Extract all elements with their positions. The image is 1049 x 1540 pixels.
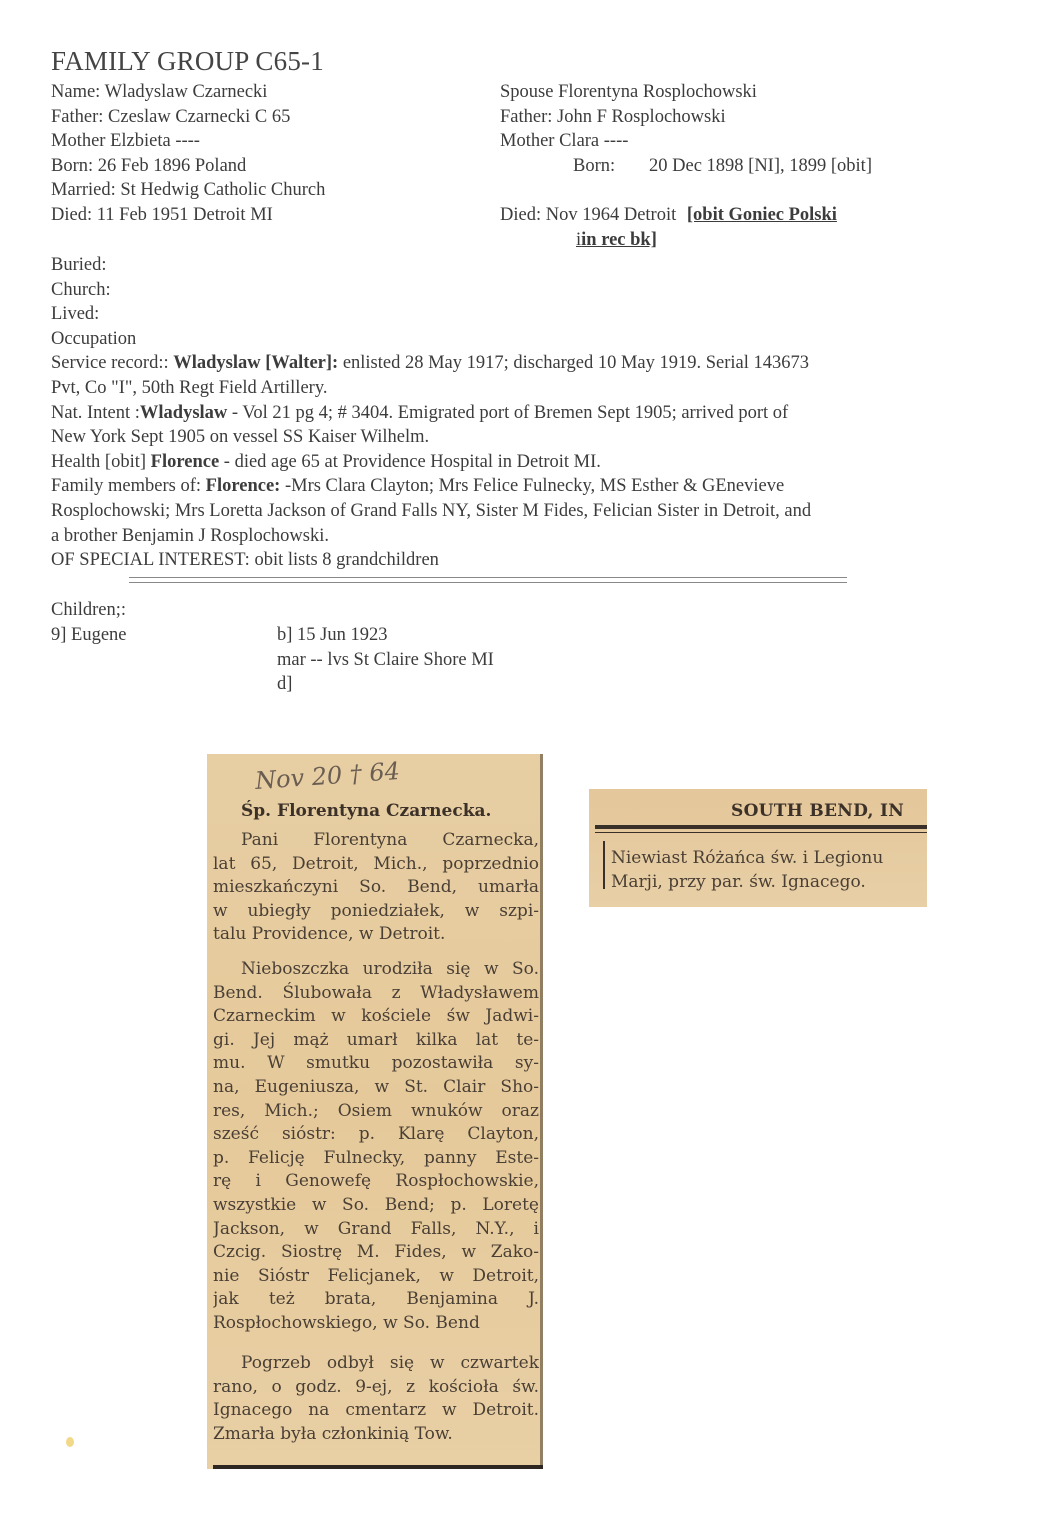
obituary-line: Pogrzeb odbył się w czwartek	[241, 1353, 539, 1373]
lived-label: Lived:	[51, 304, 100, 325]
obituary-line: mieszkańczyni So. Bend, umarła	[213, 877, 539, 898]
obituary-line: sześć sióstr: p. Klarę Clayton,	[213, 1124, 539, 1145]
paper-stain	[66, 1437, 74, 1447]
spouse-mother: Mother Clara ----	[500, 131, 629, 152]
spouse-father: Father: John F Rosplochowski	[500, 106, 726, 127]
header-rule	[595, 825, 927, 829]
fragment-line-2: Marji, przy par. św. Ignacego.	[611, 872, 866, 892]
child-details	[277, 623, 494, 697]
husband-father: Father: Czeslaw Czarnecki C 65	[51, 106, 291, 127]
rec-bk-link[interactable]: in rec bk]	[581, 229, 657, 250]
child-born: b] 15 Jun 1923	[277, 625, 388, 645]
obituary-heading: Śp. Florentyna Czarnecka.	[241, 801, 492, 821]
obituary-line: Bend. Ślubowała z Władysławem	[213, 982, 539, 1003]
spouse-died-text: Died: Nov 1964 Detroit	[500, 204, 677, 225]
obituary-line: nie Sióstr Felicjanek, w Detroit,	[213, 1265, 539, 1286]
obituary-line: gi. Jej mąż umarł kilka lat te-	[213, 1029, 539, 1050]
obituary-line: Ignacego na cmentarz w Detroit.	[213, 1400, 539, 1421]
husband-info	[51, 80, 325, 228]
obituary-line: Jackson, w Grand Falls, N.Y., i	[213, 1218, 539, 1239]
husband-mother: Mother Elzbieta ----	[51, 131, 200, 152]
obituary-paragraph-1	[213, 829, 539, 947]
clipping-edge	[540, 754, 543, 1469]
church-label: Church:	[51, 279, 111, 300]
family-text: -Mrs Clara Clayton; Mrs Felice Fulnecky, MS Esther & GEnevieve	[280, 476, 785, 497]
spouse-name: Spouse Florentyna Rosplochowski	[500, 82, 757, 102]
husband-married: Married: St Hedwig Catholic Church	[51, 180, 326, 201]
service-record-cont: Pvt, Co "I", 50th Regt Field Artillery.	[51, 377, 328, 398]
spouse-died	[500, 203, 872, 228]
spouse-died-note	[500, 228, 872, 253]
family-members-cont2: a brother Benjamin J Rosplochowski.	[51, 525, 329, 546]
child-married: mar -- lvs St Claire Shore MI	[277, 649, 494, 670]
family-members-cont: Rosplochowski; Mrs Loretta Jackson of Grand Falls NY, Sister M Fides, Felician Sister in Detroit, and	[51, 500, 812, 521]
nat-intent	[51, 401, 811, 426]
fragment-line-1: Niewiast Różańca św. i Legionu	[611, 848, 884, 868]
obituary-paragraph-2	[213, 958, 539, 1336]
nat-intent-cont: New York Sept 1905 on vessel SS Kaiser Wilhelm.	[51, 427, 430, 448]
nat-name: Wladyslaw	[139, 402, 228, 423]
clipping-bottom-rule	[213, 1465, 543, 1469]
health	[51, 450, 811, 475]
children-section	[51, 598, 127, 647]
service-label: Service record::	[51, 353, 174, 374]
spouse-born-value: 20 Dec 1898 [NI], 1899 [obit]	[649, 155, 872, 176]
service-text: enlisted 28 May 1917; discharged 10 May 1919. Serial 143673	[338, 353, 810, 374]
obituary-line: rano, o godz. 9-ej, z kościoła św.	[213, 1376, 539, 1397]
children-label: Children;:	[51, 600, 127, 620]
health-label: Health [obit]	[51, 451, 151, 472]
obituary-line: mu. W smutku pozostawiła sy-	[213, 1053, 539, 1074]
child-name: 9] Eugene	[51, 624, 127, 645]
obituary-line: Czcig. Siostrę M. Fides, w Zako-	[213, 1242, 539, 1263]
health-name: Florence	[150, 451, 220, 472]
newspaper-fragment-clipping	[589, 789, 927, 907]
rec-bk-prefix: i	[576, 229, 582, 250]
husband-died: Died: 11 Feb 1951 Detroit MI	[51, 204, 273, 225]
spouse-born-label: Born:	[573, 155, 616, 176]
nat-text: - Vol 21 pg 4; # 3404. Emigrated port of Bremen Sept 1905; arrived port of	[227, 402, 789, 423]
obituary-line: lat 65, Detroit, Mich., poprzednio	[213, 853, 539, 874]
obituary-line: w ubiegły poniedziałek, w szpi-	[213, 900, 539, 921]
spouse-info	[500, 80, 872, 252]
details-block	[51, 253, 811, 573]
obituary-line: rę i Genowefę Rospłochowskie,	[213, 1171, 539, 1192]
obituary-paragraph-3	[213, 1352, 539, 1446]
obituary-line: res, Mich.; Osiem wnuków oraz	[213, 1100, 539, 1121]
service-record	[51, 351, 811, 376]
newspaper-header: SOUTH BEND, IN	[731, 801, 905, 821]
section-divider	[129, 577, 847, 583]
buried-label: Buried:	[51, 255, 107, 275]
obituary-line: na, Eugeniusza, w St. Clair Sho-	[213, 1076, 539, 1097]
family-members	[51, 474, 811, 499]
obituary-line: Pani Florentyna Czarnecka,	[241, 830, 539, 850]
obituary-line: p. Felicję Fulnecky, panny Este-	[213, 1147, 539, 1168]
obituary-line: wszystkie w So. Bend; p. Loretę	[213, 1194, 539, 1215]
obituary-clipping	[207, 754, 543, 1469]
child-died: d]	[277, 674, 293, 695]
obituary-line: jak też brata, Benjamina J.	[213, 1289, 539, 1310]
obit-link[interactable]: [obit Goniec Polski	[686, 204, 837, 225]
service-name: Wladyslaw [Walter]:	[173, 353, 339, 374]
nat-label: Nat. Intent :	[51, 402, 140, 423]
health-text: - died age 65 at Providence Hospital in Detroit MI.	[219, 451, 601, 472]
family-name: Florence:	[205, 476, 281, 497]
spouse-born	[500, 154, 872, 179]
column-rule	[603, 841, 605, 889]
husband-name: Name: Wladyslaw Czarnecki	[51, 82, 268, 102]
page-title: FAMILY GROUP C65-1	[51, 46, 324, 76]
obituary-line: Rospłochowskiego, w So. Bend	[213, 1312, 480, 1333]
handwritten-date-note: Nov 20 † 64	[254, 756, 401, 796]
obituary-line: Nieboszczka urodziła się w So.	[241, 959, 539, 979]
special-interest: OF SPECIAL INTEREST: obit lists 8 grandchildren	[51, 550, 439, 571]
occupation-label: Occupation	[51, 328, 137, 349]
husband-born: Born: 26 Feb 1896 Poland	[51, 155, 247, 176]
obituary-line: Czarneckim w kościele św Jadwi-	[213, 1006, 539, 1027]
header-rule-thin	[595, 832, 927, 833]
family-label: Family members of:	[51, 476, 206, 497]
obituary-line: Zmarła była członkinią Tow.	[213, 1423, 453, 1444]
obituary-line: talu Providence, w Detroit.	[213, 924, 446, 945]
